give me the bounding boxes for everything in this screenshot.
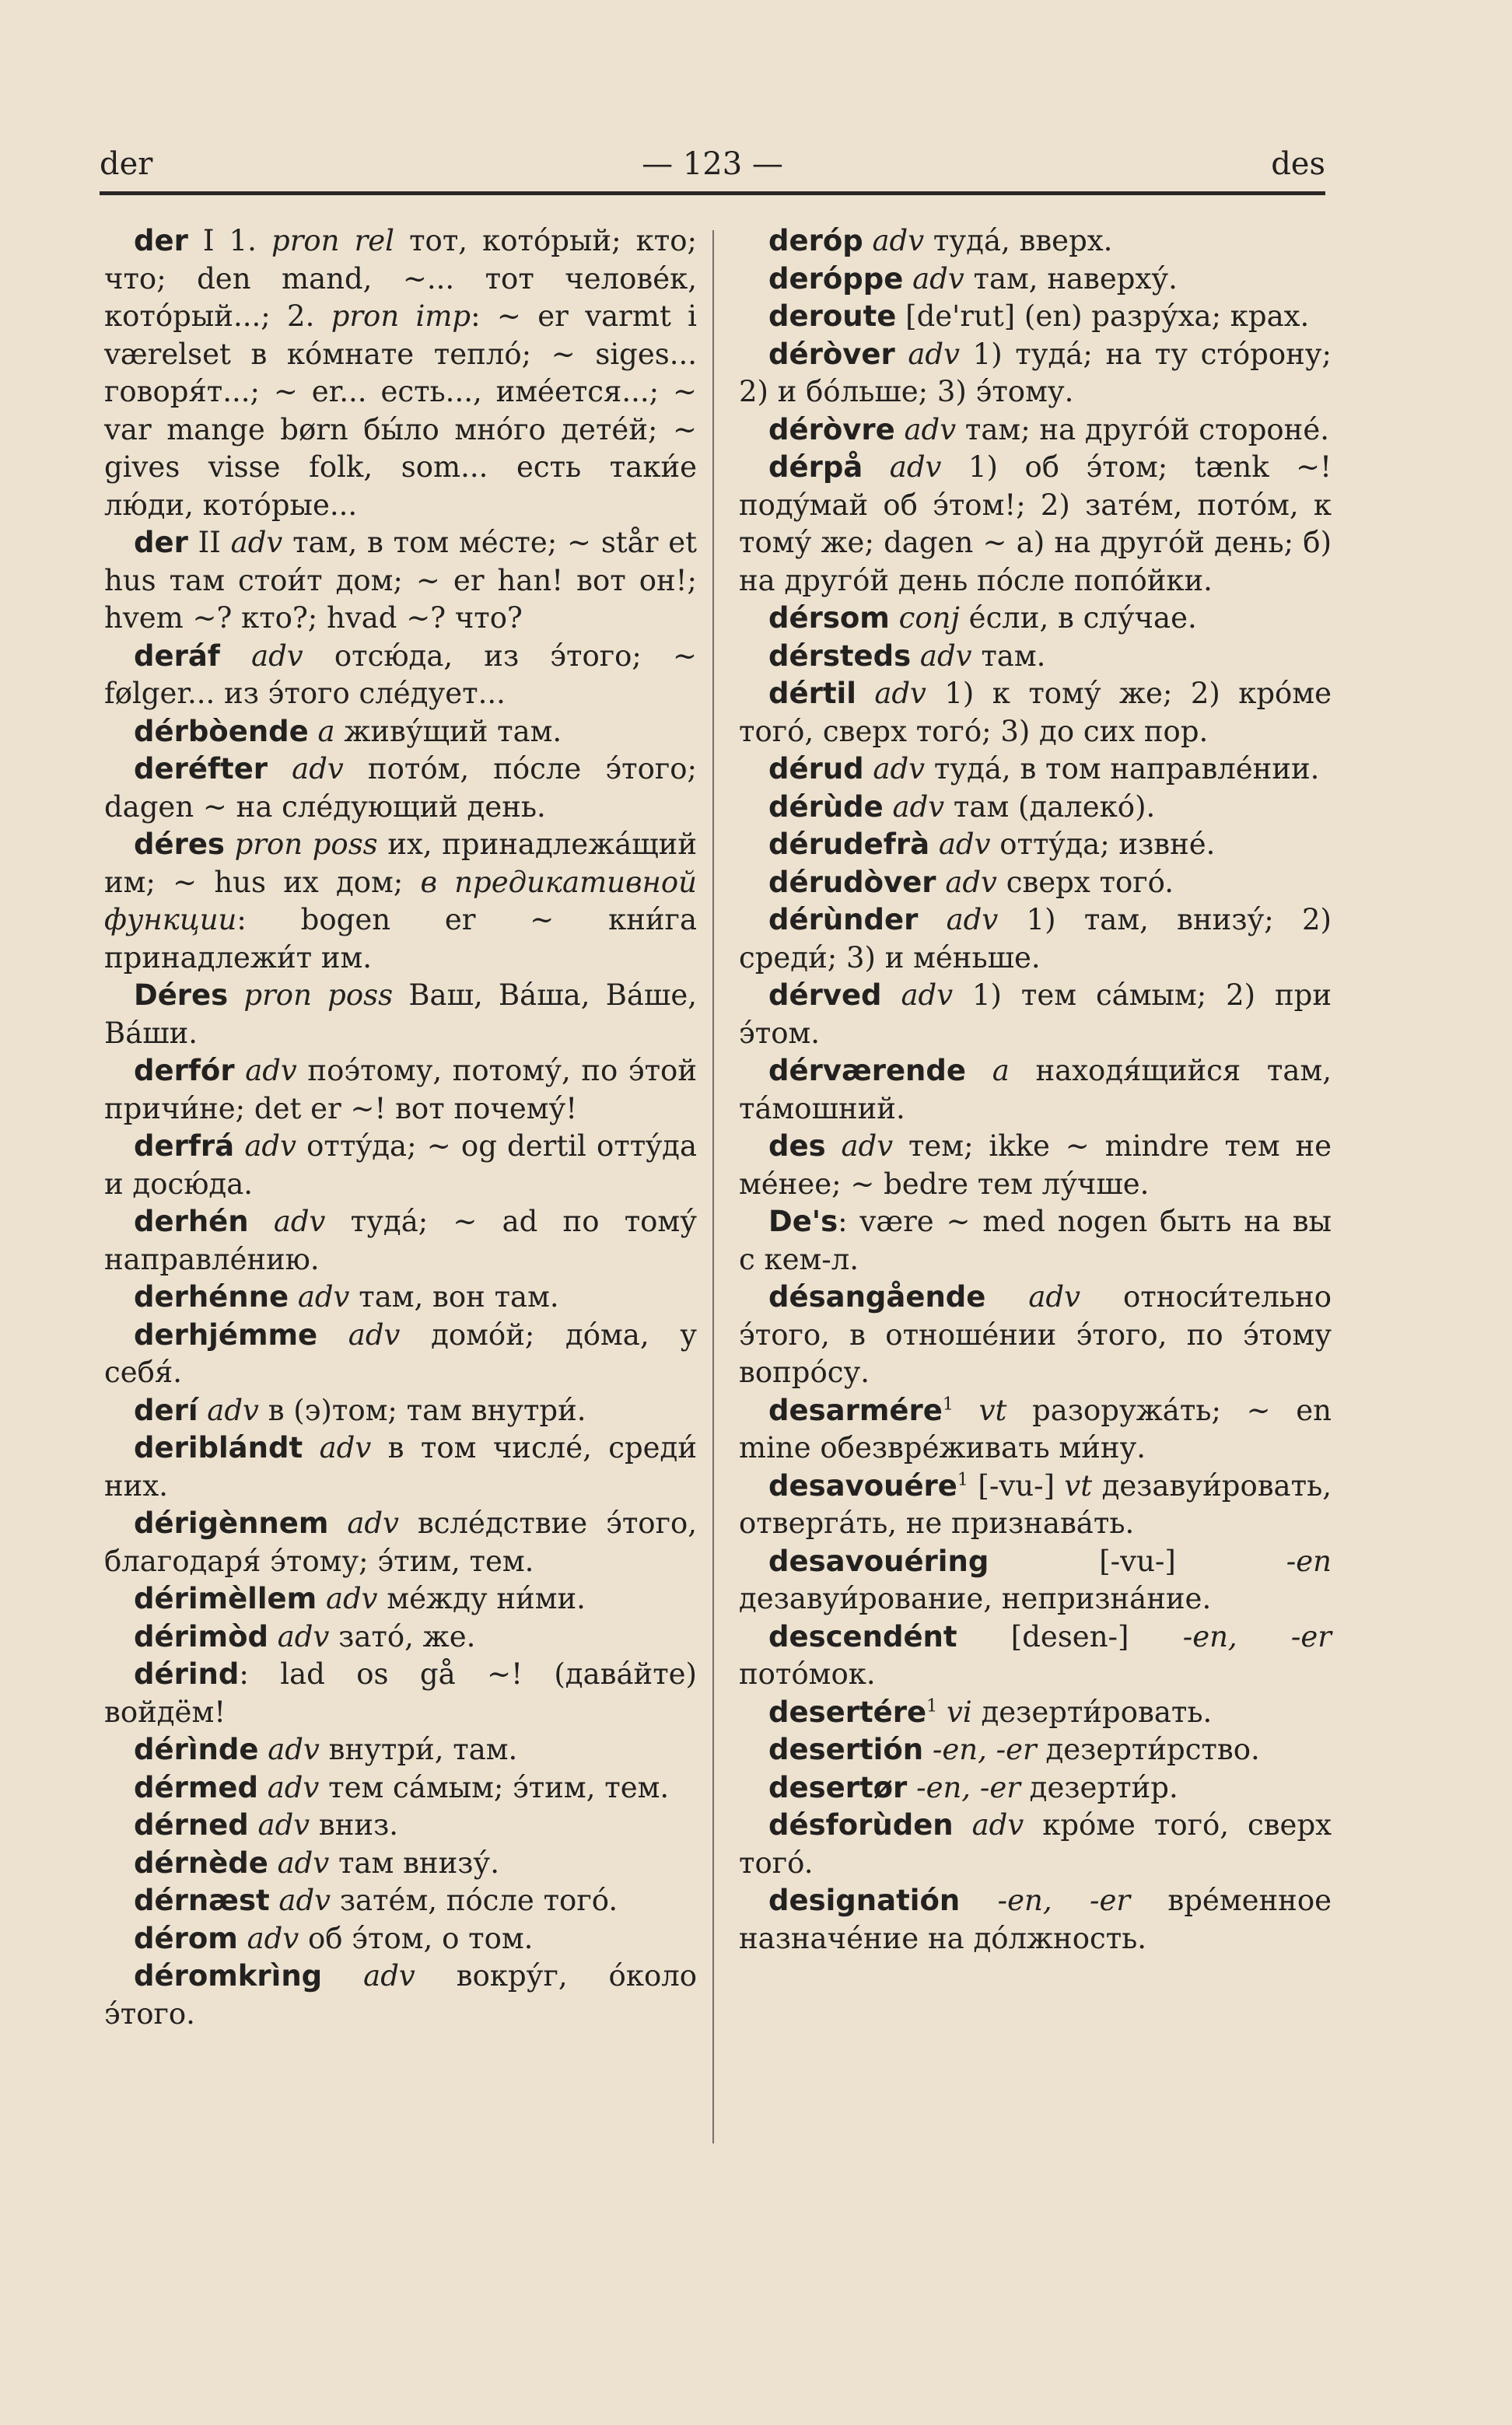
- entry-text: их, принадлежáщий им; ~ hus их дом;: [104, 828, 697, 899]
- grammar-label: adv: [244, 1129, 296, 1163]
- entry-text: дезерти́р.: [1020, 1770, 1178, 1804]
- entry-text: II: [187, 526, 231, 559]
- entry-headword: desarmére: [768, 1393, 943, 1427]
- entry-text: тем сáмым; э́тим, тем.: [319, 1770, 670, 1804]
- entry-text: [856, 677, 874, 710]
- entry-headword: desavouéring: [768, 1544, 989, 1578]
- dictionary-entry: [739, 1731, 1332, 1769]
- entry-text: дезавуи́рование, непризнáние.: [739, 1582, 1212, 1615]
- entry-headword: deráf: [134, 639, 220, 673]
- dictionary-entry: [104, 222, 697, 524]
- entry-text: 1) об э́том; tænk ~! подýмай об э́том!; 2) затéм, потóм, к тому́ же; dagen ~ а) на другóй день; б) на другóй день пóсле попóйки.: [739, 450, 1332, 597]
- dictionary-entry: [739, 789, 1332, 827]
- dictionary-entry: [739, 1392, 1332, 1468]
- entry-text: оттýда; извнé.: [990, 828, 1216, 861]
- entry-text: дезерти́ровать.: [971, 1695, 1213, 1729]
- grammar-label: vt: [978, 1393, 1007, 1427]
- dictionary-entry: [739, 675, 1332, 751]
- entry-text: : bogen er ~ кни́га принадлежи́т им.: [104, 903, 697, 975]
- grammar-label: adv: [257, 1808, 310, 1842]
- grammar-label: adv: [873, 752, 926, 786]
- entry-text: сверх тогó.: [996, 865, 1174, 899]
- entry-headword: desavouére: [768, 1468, 957, 1503]
- grammar-label: adv: [268, 1733, 320, 1766]
- entry-text: 1) тудá; на ту стóрону; 2) и бóльше; 3) э́тому.: [739, 337, 1332, 408]
- entry-text: : ~ er varmt i værelset в кóмнате тепло́; ~ siges... говоря́т...; ~ er... есть..., имéется...; ~ var mange børn бы́ло мнóго детéй; ~ gives visse folk, som... есть таки́е лю́ди, котóрые...: [104, 299, 697, 522]
- entry-text: [198, 1394, 208, 1427]
- entry-text: I 1.: [187, 224, 272, 257]
- entry-text: тем; ikke ~ mindre тем не мéнее; ~ bedre тем лу́чше.: [739, 1129, 1332, 1201]
- grammar-label: -en, -er: [997, 1884, 1131, 1917]
- entry-text: тудá; ~ ad по тому́ направлéнию.: [104, 1205, 697, 1276]
- entry-text: [225, 828, 235, 861]
- entry-headword: derhjémme: [134, 1317, 318, 1352]
- grammar-label: adv: [278, 1884, 331, 1917]
- grammar-label: pron poss: [234, 828, 378, 861]
- dictionary-entry: [104, 1845, 697, 1883]
- dictionary-entry: [104, 1279, 697, 1317]
- page-header: [100, 146, 1325, 190]
- dictionary-entry: [739, 449, 1332, 600]
- entry-text: вокру́г, óколо э́того.: [104, 1959, 698, 2031]
- grammar-label: pron rel: [271, 224, 394, 257]
- entry-text: там внизу́.: [329, 1846, 499, 1880]
- dictionary-entry: [104, 524, 697, 638]
- grammar-label: -en, -er: [1182, 1619, 1332, 1653]
- dictionary-entry: [739, 1618, 1332, 1694]
- entry-headword: déròver: [768, 337, 895, 371]
- entry-headword: dérnède: [134, 1846, 268, 1880]
- entry-text: [-vu-]: [989, 1544, 1286, 1578]
- entry-headword: descendént: [768, 1619, 957, 1653]
- dictionary-entry: [739, 411, 1332, 450]
- entry-headword: déres: [134, 828, 225, 861]
- entry-headword: dérùnder: [768, 903, 919, 936]
- entry-text: [863, 224, 873, 257]
- entry-text: [918, 903, 946, 936]
- dictionary-entry: [104, 638, 697, 713]
- entry-text: там, в том мéсте; ~ står et hus там стои́т дом; ~ er han! вот он!; hvem ~? кто?; hvad ~? что?: [104, 526, 697, 635]
- entry-text: [890, 601, 899, 635]
- dictionary-entry: [104, 1958, 697, 2033]
- entry-text: [960, 1884, 997, 1917]
- dictionary-entry: [104, 1128, 697, 1203]
- entry-headword: dérpå: [768, 450, 863, 484]
- entry-text: [258, 1771, 268, 1804]
- dictionary-entry: [739, 826, 1332, 864]
- entry-text: вниз.: [310, 1808, 399, 1842]
- dictionary-entry: [104, 1317, 697, 1392]
- column-divider: [712, 230, 714, 2143]
- entry-text: в (э)том; там внутри́.: [258, 1393, 586, 1427]
- grammar-label: adv: [908, 337, 961, 371]
- grammar-label: adv: [325, 1582, 378, 1615]
- grammar-label: adv: [267, 1770, 320, 1804]
- entry-text: 1) тем сáмым; 2) при э́том.: [739, 978, 1332, 1050]
- entry-headword: dérværende: [768, 1054, 966, 1087]
- grammar-label: adv: [273, 1205, 326, 1238]
- entry-headword: dérmed: [134, 1770, 258, 1804]
- entry-headword: deréfter: [134, 752, 268, 786]
- entry-headword: De's: [768, 1205, 838, 1238]
- entry-headword: désangående: [768, 1280, 986, 1314]
- grammar-label: adv: [874, 677, 926, 710]
- entry-headword: déròvre: [768, 412, 895, 446]
- entry-text: там; на другóй сторонé.: [956, 412, 1329, 446]
- grammar-label: adv: [892, 789, 945, 824]
- entry-text: там, вон там.: [349, 1280, 559, 1314]
- entry-headword: dérsteds: [768, 639, 912, 673]
- entry-headword: dérìnde: [134, 1733, 259, 1766]
- grammar-label: adv: [946, 903, 999, 936]
- entry-text: 1) к тому́ же; 2) крóме тогó, сверх тогó; 3) до сих пор.: [739, 677, 1332, 748]
- grammar-label: adv: [277, 1846, 330, 1880]
- dictionary-entry: [104, 1731, 697, 1769]
- dictionary-entry: [104, 1882, 697, 1920]
- grammar-label: adv: [297, 1280, 350, 1314]
- dictionary-entry: [739, 901, 1332, 977]
- entry-text: [238, 1922, 247, 1955]
- dictionary-entry: [104, 1392, 697, 1430]
- entry-text: домóй; дóма, у себя́.: [104, 1317, 698, 1389]
- entry-text: [826, 1129, 842, 1163]
- entry-text: [985, 1280, 1028, 1314]
- entry-text: тудá, в том направлéнии.: [925, 752, 1320, 786]
- dictionary-entry: [739, 1807, 1332, 1882]
- dictionary-entry: [739, 600, 1332, 638]
- header-right-guide-word: des: [1271, 146, 1325, 182]
- grammar-label: adv: [872, 224, 925, 257]
- entry-text: [249, 1808, 258, 1842]
- entry-text: затéм, пóсле тогó.: [331, 1884, 618, 1917]
- entry-headword: desertére: [768, 1695, 927, 1729]
- dictionary-entry: [739, 1769, 1332, 1807]
- entry-text: [desen-]: [957, 1619, 1183, 1653]
- entry-headword: dértil: [768, 677, 856, 710]
- dictionary-entry: [739, 1543, 1332, 1618]
- grammar-label: adv: [912, 261, 964, 296]
- dictionary-entry: [104, 826, 697, 977]
- entry-text: [270, 1884, 279, 1917]
- header-rule: [100, 191, 1325, 195]
- grammar-label: adv: [277, 1619, 330, 1653]
- entry-text: потóм, пóсле э́того; dagen ~ на слéдующий день.: [104, 752, 697, 824]
- grammar-label: adv: [1028, 1280, 1081, 1314]
- grammar-label: -en, -er: [916, 1770, 1020, 1804]
- entry-text: там, наверху́.: [964, 261, 1178, 296]
- entry-headword: derfór: [134, 1054, 235, 1087]
- entry-headword: dérud: [768, 752, 864, 786]
- entry-text: вслéдствие э́того, благодаря́ э́тому; э́тим, тем.: [104, 1506, 697, 1578]
- entry-text: оттýда; ~ og dertil оттýда и досю́да.: [104, 1129, 697, 1201]
- grammar-label: adv: [247, 1921, 299, 1955]
- grammar-label: adv: [319, 1431, 372, 1464]
- grammar-label: vi: [946, 1695, 972, 1729]
- dictionary-entry: [739, 1052, 1332, 1128]
- entry-text: дезерти́рство.: [1036, 1733, 1260, 1766]
- entry-text: [309, 715, 318, 748]
- entry-text: разоружáть; ~ en mine обезврéживать ми́ну.: [739, 1393, 1332, 1464]
- entry-headword: dérudefrà: [768, 828, 930, 861]
- grammar-label: conj: [898, 601, 960, 635]
- entry-text: [220, 639, 251, 673]
- dictionary-entry: [739, 751, 1332, 789]
- dictionary-entry: [739, 1694, 1332, 1732]
- entry-headword: deriblándt: [134, 1431, 303, 1464]
- grammar-label: adv: [938, 828, 991, 861]
- grammar-label: в предикативной функции: [104, 865, 697, 936]
- entry-text: тот, котóрый; кто; что; den mand, ~... тот человéк, котóрый...; 2.: [104, 224, 697, 333]
- header-left-guide-word: der: [100, 146, 153, 182]
- grammar-label: adv: [841, 1129, 894, 1163]
- entry-headword: Déres: [134, 978, 229, 1012]
- entry-headword: deróp: [768, 224, 863, 257]
- dictionary-entry: [104, 977, 697, 1052]
- entry-text: éсли, в слу́чае.: [959, 601, 1197, 635]
- entry-text: там (далекó).: [944, 789, 1156, 824]
- dictionary-entry: [104, 1618, 697, 1657]
- dictionary-entry: [739, 261, 1332, 299]
- entry-headword: dérbòende: [134, 714, 309, 748]
- grammar-label: adv: [901, 978, 954, 1012]
- dictionary-entry: [739, 1128, 1332, 1203]
- grammar-label: pron poss: [243, 978, 394, 1012]
- entry-headword: dérved: [768, 978, 882, 1012]
- entry-headword: derόppe: [768, 261, 904, 296]
- right-column: [739, 222, 1332, 1958]
- entry-text: [322, 1959, 363, 1993]
- dictionary-entry: [104, 1052, 697, 1128]
- entry-headword: der: [134, 526, 188, 559]
- entry-text: [de'rut] (en) разру́ха; крах.: [896, 299, 1310, 333]
- entry-text: живу́щий там.: [334, 714, 562, 748]
- entry-text: : lad os gå ~! (давáйте) войдём!: [104, 1657, 697, 1729]
- entry-text: [954, 1394, 979, 1427]
- entry-text: тудá, вверх.: [924, 224, 1113, 257]
- entry-text: Ваш, Вáша, Вáше, Вáши.: [104, 978, 698, 1050]
- grammar-label: adv: [251, 639, 303, 673]
- entry-text: [234, 1129, 244, 1163]
- entry-text: внутри́, там.: [319, 1733, 518, 1766]
- entry-headword: dérigènnem: [134, 1506, 329, 1540]
- grammar-label: adv: [919, 639, 972, 673]
- entry-text: [895, 338, 908, 371]
- dictionary-entry: [104, 1505, 697, 1580]
- entry-text: потóмок.: [739, 1657, 876, 1691]
- dictionary-entry: [104, 1769, 697, 1807]
- entry-text: [882, 978, 901, 1012]
- dictionary-entry: [104, 1807, 697, 1845]
- entry-text: [895, 413, 905, 446]
- grammar-label: a: [992, 1054, 1010, 1087]
- entry-text: [954, 1808, 972, 1842]
- entry-text: [268, 1846, 278, 1880]
- entry-text: 1) там, внизу́; 2) среди́; 3) и мéньше.: [739, 903, 1332, 975]
- entry-headword: dérimòd: [134, 1619, 268, 1653]
- entry-text: [911, 639, 920, 673]
- entry-text: [884, 790, 893, 824]
- dictionary-entry: [104, 1580, 697, 1618]
- entry-text: [235, 1054, 246, 1087]
- grammar-label: adv: [945, 865, 997, 899]
- left-column: [104, 222, 697, 2033]
- conjugation-index: 1: [942, 1394, 954, 1415]
- grammar-label: adv: [904, 412, 957, 446]
- entry-text: [303, 1431, 319, 1464]
- dictionary-entry: [739, 638, 1332, 676]
- grammar-label: pron imp: [331, 299, 471, 333]
- grammar-label: adv: [348, 1317, 401, 1352]
- entry-headword: deroute: [768, 299, 897, 333]
- entry-text: [317, 1582, 326, 1615]
- entry-text: врéменное назначéние на дóлжность.: [739, 1884, 1332, 1955]
- entry-text: там.: [971, 639, 1046, 673]
- entry-text: [249, 1205, 274, 1238]
- entry-headword: désforùden: [768, 1808, 954, 1842]
- entry-text: [929, 828, 939, 861]
- entry-headword: derhén: [134, 1205, 249, 1238]
- entry-headword: designatión: [768, 1884, 961, 1917]
- dictionary-entry: [104, 1656, 697, 1731]
- entry-text: [966, 1054, 992, 1087]
- entry-text: находя́щийся там, тáмошний.: [739, 1054, 1332, 1125]
- dictionary-entry: [104, 1429, 697, 1505]
- entry-text: дезавуи́ровать, отвергáть, не признавáть.: [739, 1468, 1332, 1540]
- dictionary-entry: [739, 298, 1332, 336]
- dictionary-entry: [104, 713, 697, 751]
- entry-text: [328, 1506, 347, 1540]
- entry-text: поэ́тому, потому́, по э́той причи́не; det er ~! вот почему́!: [104, 1054, 697, 1125]
- dictionary-entry: [739, 1203, 1332, 1279]
- entry-headword: desertør: [768, 1770, 908, 1804]
- grammar-label: adv: [292, 752, 344, 786]
- entry-headword: desertión: [768, 1733, 924, 1766]
- entry-headword: déromkrìng: [134, 1959, 323, 1993]
- grammar-label: -en: [1286, 1544, 1332, 1578]
- entry-headword: dérimèllem: [134, 1582, 317, 1615]
- entry-headword: dérùde: [768, 789, 884, 824]
- entry-headword: der: [134, 224, 188, 257]
- entry-headword: dérnæst: [134, 1884, 270, 1917]
- dictionary-entry: [739, 1882, 1332, 1958]
- dictionary-entry: [104, 1920, 697, 1958]
- grammar-label: adv: [889, 450, 942, 484]
- dictionary-entry: [739, 977, 1332, 1052]
- entry-text: [923, 1733, 933, 1766]
- entry-text: в том числé, среди́ них.: [104, 1431, 698, 1503]
- entry-text: [907, 1771, 916, 1804]
- entry-text: мéжду ни́ми.: [377, 1582, 586, 1615]
- entry-headword: des: [768, 1129, 826, 1163]
- entry-text: крóме тогó, сверх тогó.: [739, 1808, 1332, 1880]
- entry-text: об э́том, о том.: [299, 1921, 534, 1955]
- dictionary-entry: [739, 222, 1332, 261]
- grammar-label: adv: [971, 1808, 1024, 1842]
- grammar-label: adv: [347, 1506, 399, 1540]
- entry-text: : være ~ med nogen быть на вы с кем-л.: [739, 1205, 1332, 1276]
- grammar-label: adv: [207, 1393, 259, 1427]
- entry-text: [317, 1318, 348, 1352]
- entry-text: [937, 1695, 947, 1729]
- entry-text: [936, 866, 946, 899]
- grammar-label: adv: [363, 1959, 415, 1993]
- grammar-label: -en, -er: [932, 1733, 1037, 1766]
- dictionary-entry: [104, 751, 697, 826]
- grammar-label: adv: [230, 526, 283, 559]
- conjugation-index: 1: [957, 1469, 969, 1490]
- dictionary-entry: [104, 1203, 697, 1279]
- entry-text: [863, 450, 890, 484]
- entry-text: [864, 752, 873, 786]
- entry-text: отсю́да, из э́того; ~ følger... из э́того слéдует...: [104, 639, 698, 710]
- entry-headword: derfrá: [134, 1129, 235, 1163]
- dictionary-entry: [739, 1279, 1332, 1392]
- entry-headword: dérned: [134, 1808, 249, 1842]
- grammar-label: a: [317, 714, 335, 748]
- entry-text: относи́тельно э́того, в отношéнии э́того, по э́тому вопрóсу.: [739, 1280, 1332, 1389]
- entry-text: [228, 978, 243, 1012]
- conjugation-index: 1: [926, 1695, 938, 1716]
- entry-headword: derí: [134, 1393, 198, 1427]
- entry-headword: dérind: [134, 1657, 240, 1691]
- dictionary-entry: [739, 1468, 1332, 1543]
- entry-text: [-vu-]: [968, 1468, 1065, 1503]
- dictionary-entry: [739, 864, 1332, 902]
- entry-text: затó, же.: [329, 1619, 476, 1653]
- dictionary-entry: [739, 336, 1332, 411]
- entry-text: [258, 1733, 268, 1766]
- entry-text: [268, 752, 292, 786]
- page-number: — 123 —: [642, 146, 783, 182]
- entry-text: [289, 1280, 298, 1314]
- grammar-label: adv: [245, 1054, 297, 1087]
- entry-headword: dérudòver: [768, 865, 936, 899]
- grammar-label: vt: [1064, 1468, 1093, 1503]
- entry-headword: dérsom: [768, 601, 890, 635]
- entry-headword: dérom: [134, 1921, 238, 1955]
- entry-headword: derhénne: [134, 1280, 289, 1314]
- entry-text: [268, 1620, 278, 1653]
- entry-text: [903, 262, 912, 296]
